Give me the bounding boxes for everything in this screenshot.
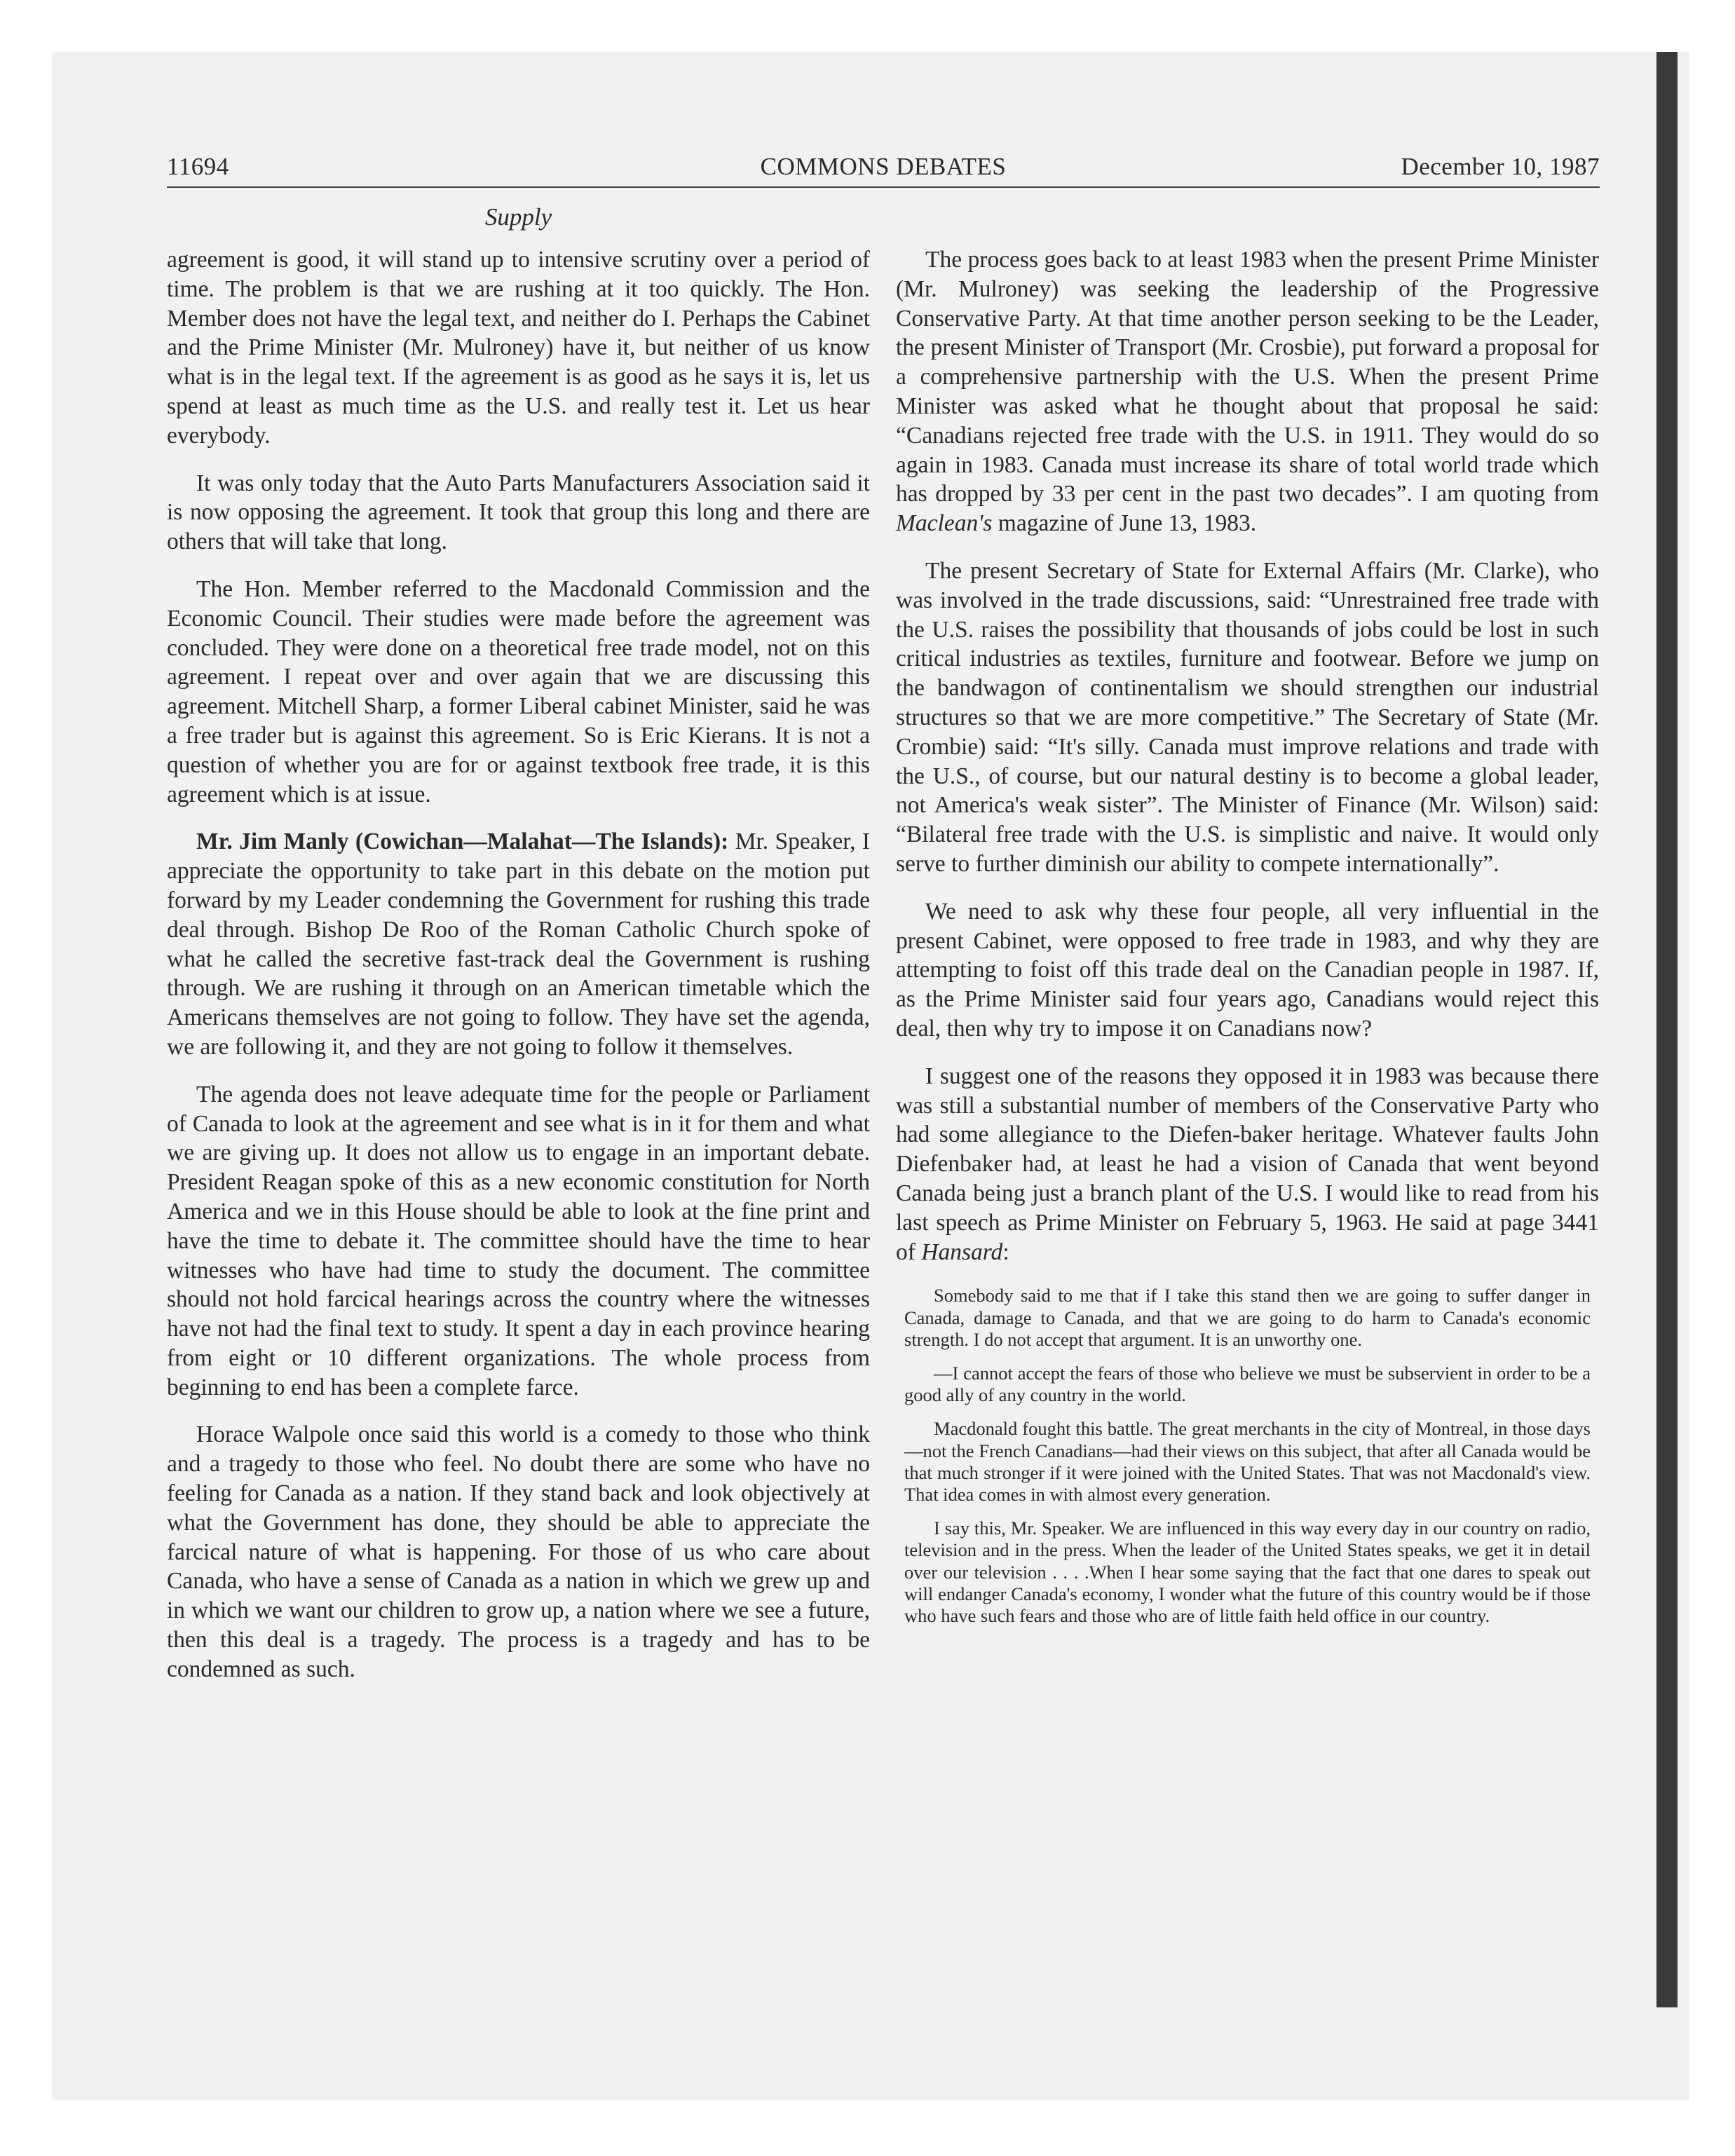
page-date: December 10, 1987 bbox=[1401, 153, 1600, 180]
paragraph: The agenda does not leave adequate time for the people or Parliament of Canada to look at the agreement and see what is in it for them and what we are giving up. It does not allow us to engage in an important debate. President Reagan spoke of this as a new economic constitution for North America and we in this House should be able to look at the fine print and have the time to debate it. The committee should have the time to hear witnesses who have had time to study the document. The committee should not hold farcical hearings across the country where the witnesses have not had the final text to study. It spent a day in each province hearing from eight or 10 different organizations. The whole process from beginning to end has been a complete farce. bbox=[167, 1081, 870, 1400]
text-run: : bbox=[1002, 1239, 1009, 1265]
magazine-title: Maclean's bbox=[896, 510, 993, 537]
paragraph-speech bbox=[167, 827, 870, 1061]
paragraph bbox=[896, 1062, 1599, 1267]
binding-edge bbox=[1656, 52, 1678, 2007]
page-number: 11694 bbox=[167, 153, 229, 180]
paragraph: The Hon. Member referred to the Macdonald Commission and the Economic Council. Their studies were made before the agreement was concluded. They were done on a theoretical free trade model, not on this agreement. I repeat over and over again that we are discussing this agreement. Mitchell Sharp, a former Liberal cabinet Minister, said he was a free trader but is against this agreement. So is Eric Kierans. It is not a question of whether you are for or against textbook free trade, it is this agreement which is at issue. bbox=[167, 575, 870, 807]
quotation: Somebody said to me that if I take this stand then we are going to suffer danger in Canada, damage to Canada, and that we are going to do harm to Canada's economic strength. I do not accept that argument. It is an unworthy one. bbox=[904, 1285, 1591, 1350]
quotation: —I cannot accept the fears of those who believe we must be subservient in order to be a good ally of any country in the world. bbox=[904, 1362, 1591, 1406]
text-run: magazine of June 13, 1983. bbox=[992, 510, 1257, 537]
paragraph: It was only today that the Auto Parts Manufacturers Association said it is now opposing the agreement. It took that group this long and there are others that will take that long. bbox=[167, 470, 870, 555]
quotation: Macdonald fought this battle. The great merchants in the city of Montreal, in those days—not the French Canadians—had their views on this subject, that after all Canada would be that much stronger if it were joined with the United States. That was not Macdonald's view. That idea comes in with almost every generation. bbox=[904, 1418, 1591, 1505]
speaker-name: Mr. Jim Manly (Cowichan—Malahat—The Islands): bbox=[196, 828, 729, 855]
paragraph: The present Secretary of State for External Affairs (Mr. Clarke), who was involved in the trade discussions, said: “Unrestrained free trade with the U.S. raises the possibility that thousands of jobs could be lost in such critical industries as textiles, furniture and footwear. Before we jump on the bandwagon of continentalism we should strengthen our industrial structures so that we are more competitive.” The Secretary of State (Mr. Crombie) said: “It's silly. Canada must improve relations and trade with the U.S., of course, but our natural destiny is to become a global leader, not America's weak sister”. The Minister of Finance (Mr. Wilson) said: “Bilateral free trade with the U.S. is simplistic and naive. It would only serve to further diminish our ability to compete internationally”. bbox=[896, 557, 1599, 877]
paragraph bbox=[896, 245, 1599, 538]
text-run: I suggest one of the reasons they opposed it in 1983 was because there was still a substantial number of members of the Conservative Party who had some allegiance to the Diefen-baker heritage. Whatever faults John Diefenbaker had, at least he had a vision of Canada that went beyond Canada being just a branch plant of the U.S. I would like to read from his last speech as Prime Minister on February 5, 1963. He said at page 3441 of bbox=[896, 1063, 1599, 1265]
hansard-title: Hansard bbox=[921, 1239, 1003, 1265]
speech-text: Mr. Speaker, I appreciate the opportunity to take part in this debate on the motion put forward by my Leader condemning the Government for rushing this trade deal through. Bishop De Roo of the Roman Catholic Church spoke of what he called the secretive fast-track deal the Government is rushing through. We are rushing it through on an American timetable which the Americans themselves are not going to follow. They have set the agenda, we are following it, and they are not going to follow it themselves. bbox=[167, 828, 870, 1060]
paragraph: We need to ask why these four people, all very influential in the present Cabinet, were opposed to free trade in 1983, and why they are attempting to foist off this trade deal on the Canadian people in 1987. If, as the Prime Minister said four years ago, Canadians would reject this deal, then why try to impose it on Canadians now? bbox=[896, 898, 1599, 1042]
section-title: Supply bbox=[484, 203, 552, 231]
right-column bbox=[896, 245, 1599, 1639]
text-run: The process goes back to at least 1983 when the present Prime Minister (Mr. Mulroney) was seeking the leadership of the Progressive Conservative Party. At that time another person seeking to be the Leader, the present Minister of Transport (Mr. Crosbie), put forward a proposal for a comprehensive partnership with the U.S. When the present Prime Minister was asked what he thought about that proposal he said: “Canadians rejected free trade with the U.S. in 1911. They would do so again in 1983. Canada must increase its share of total world trade which has dropped by 33 per cent in the past two decades”. I am quoting from bbox=[896, 247, 1599, 507]
publication-title: COMMONS DEBATES bbox=[760, 153, 1007, 180]
quotation: I say this, Mr. Speaker. We are influenced in this way every day in our country on radio, television and in the press. When the leader of the United States speaks, we get it in detail over our television . . . .When I hear some saying that the fact that one dares to speak out will endanger Canada's economy, I wonder what the future of this country would be if those who have such fears and those who are of little faith held office in our country. bbox=[904, 1517, 1591, 1626]
paragraph: Horace Walpole once said this world is a comedy to those who think and a tragedy to those who feel. No doubt there are some who have no feeling for Canada as a nation. If they stand back and look objectively at what the Government has done, they should be able to appreciate the farcical nature of what is happening. For those of us who care about Canada, who have a sense of Canada as a nation in which we grew up and in which we want our children to grow up, a nation where we see a future, then this deal is a tragedy. The process is a tragedy and has to be condemned as such. bbox=[167, 1421, 870, 1682]
paragraph: agreement is good, it will stand up to intensive scrutiny over a period of time. The problem is that we are rushing at it too quickly. The Hon. Member does not have the legal text, and neither do I. Perhaps the Cabinet and the Prime Minister (Mr. Mulroney) have it, but neither of us know what is in the legal text. If the agreement is as good as he says it is, let us spend at least as much time as the U.S. and really test it. Let us hear everybody. bbox=[167, 247, 870, 449]
page-header bbox=[167, 151, 1600, 188]
left-column bbox=[167, 245, 870, 1703]
